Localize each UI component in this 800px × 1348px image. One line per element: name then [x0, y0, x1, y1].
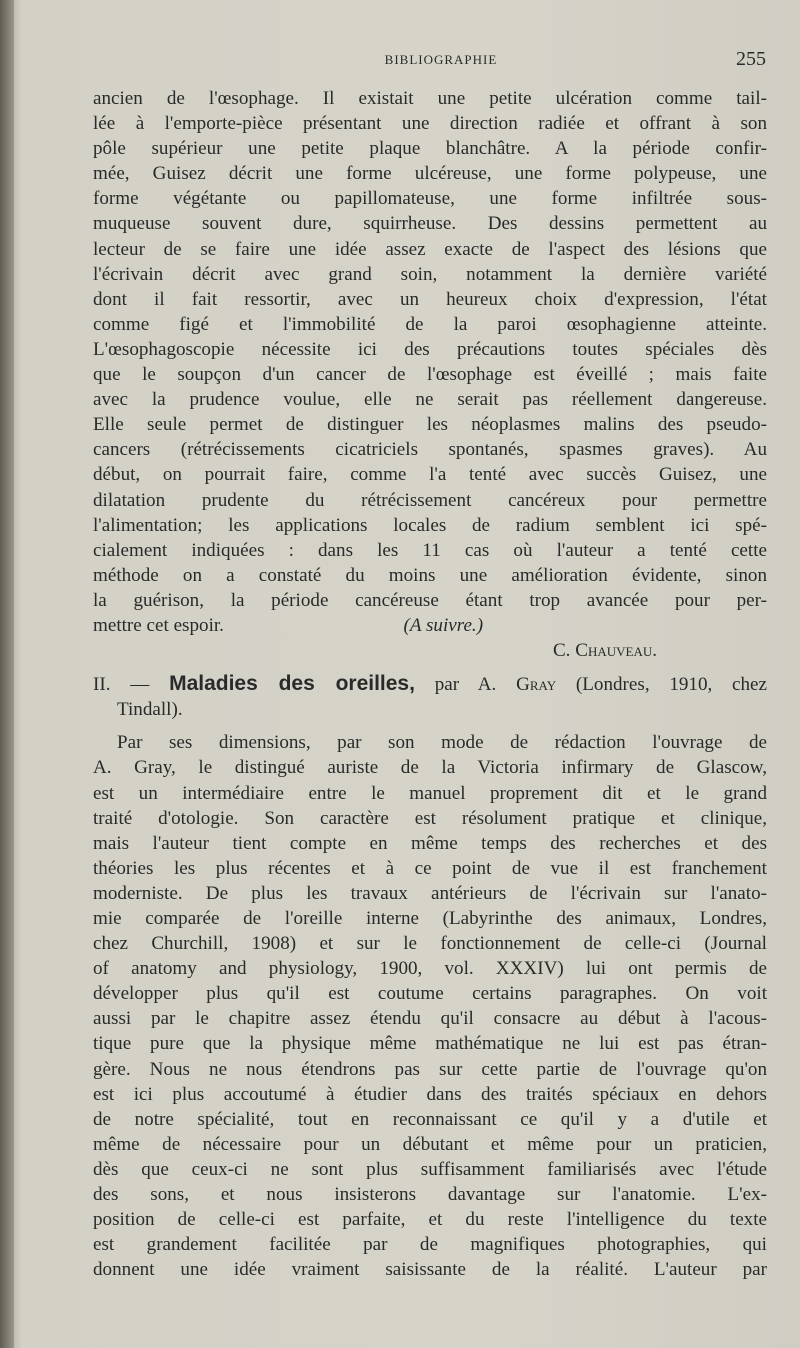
text-line: forme végétante ou papillomateuse, une forme infiltrée sous-	[93, 188, 767, 210]
text-line: donnent une idée vraiment saisissante de la réalité. L'auteur par	[93, 1259, 767, 1281]
text-line: ancien de l'œsophage. Il existait une petite ulcération comme tail-	[93, 88, 767, 109]
text-line: comme figé et l'immobilité de la paroi œsophagienne atteinte.	[93, 313, 767, 335]
last-line-text: mettre cet espoir.	[93, 614, 224, 636]
to-be-continued: (A suivre.)	[403, 614, 484, 636]
review-entry-ii	[93, 671, 767, 1282]
text-line: théories les plus récentes et à ce point de vue il est franchement	[93, 857, 767, 879]
text-line: muqueuse souvent dure, squirrheuse. Des dessins permettent au	[93, 213, 767, 235]
text-line: lecteur de se faire une idée assez exacte de l'aspect des lésions que	[93, 238, 767, 260]
text-line: dilatation prudente du rétrécissement cancéreux pour permettre	[93, 489, 767, 511]
text-line: Elle seule permet de distinguer les néoplasmes malins des pseudo-	[93, 414, 767, 436]
text-line: A. Gray, le distingué auriste de la Victoria infirmary de Glascow,	[93, 757, 767, 779]
book-author: Gray	[516, 674, 557, 696]
text-line: dès que ceux-ci ne sont plus suffisamment familiarisés avec l'étude	[93, 1158, 767, 1180]
text-line: dont il fait ressortir, avec un heureux choix d'expression, l'état	[93, 288, 767, 310]
review-heading	[93, 671, 767, 697]
review-continuation	[93, 86, 767, 663]
text-line: position de celle-ci est parfaite, et du reste l'intelligence du texte	[93, 1209, 767, 1231]
text-line: chez Churchill, 1908) et sur le fonctionnement de celle-ci (Journal	[93, 933, 767, 955]
text-line: L'œsophagoscopie nécessite ici des précautions toutes spéciales dès	[93, 338, 767, 360]
publication-info-cont: Tindall).	[117, 699, 183, 721]
text-line: la guérison, la période cancéreuse étant trop avancée pour per-	[93, 589, 767, 611]
page-header	[116, 48, 766, 74]
text-line: de notre spécialité, tout en reconnaissant ce qu'il y a d'utile et	[93, 1108, 767, 1130]
text-line: est ici plus accoutumé à étudier dans des traités spéciaux en dehors	[93, 1083, 767, 1105]
text-line-last	[93, 613, 767, 638]
text-line: est un intermédiaire entre le manuel proprement dit et le grand	[93, 782, 767, 804]
text-line: que le soupçon d'un cancer de l'œsophage est éveillé ; mais faite	[93, 364, 767, 386]
text-line: Par ses dimensions, par son mode de rédaction l'ouvrage de	[117, 732, 767, 754]
text-line: avec la prudence voulue, elle ne serait pas réellement dangereuse.	[93, 389, 767, 411]
text-line: pôle supérieur une petite plaque blanchâtre. A la période confir-	[93, 138, 767, 160]
book-binding-edge	[0, 0, 14, 1348]
book-title: Maladies des oreilles,	[169, 672, 415, 696]
text-line: développer plus qu'il est coutume certains paragraphes. On voit	[93, 983, 767, 1005]
text-line: mie comparée de l'oreille interne (Labyrinthe des animaux, Londres,	[93, 908, 767, 929]
text-line: est grandement facilitée par de magnifiques photographies, qui	[93, 1234, 767, 1256]
page-number: 255	[736, 48, 766, 70]
by-text: par A.	[434, 674, 497, 696]
text-line: même de nécessaire pour un débutant et même pour un praticien,	[93, 1133, 767, 1155]
text-line: méthode on a constaté du moins une amélioration évidente, sinon	[93, 564, 767, 586]
text-line: of anatomy and physiology, 1900, vol. XXXIV) lui ont permis de	[93, 958, 767, 980]
text-line: l'écrivain décrit avec grand soin, notamment la dernière variété	[93, 263, 767, 285]
text-line: tique pure que la physique même mathématique ne lui est pas étran-	[93, 1033, 767, 1055]
text-line: mais l'auteur tient compte en même temps des recherches et des	[93, 832, 767, 854]
reviewer-signature: C. Chauveau.	[552, 640, 657, 662]
text-line: cialement indiquées : dans les 11 cas où l'auteur a tenté cette	[93, 539, 767, 561]
text-line: aussi par le chapitre assez étendu qu'il consacre au début à l'acous-	[93, 1008, 767, 1030]
publication-info: (Londres, 1910, chez	[575, 674, 768, 696]
text-line: traité d'otologie. Son caractère est résolument pratique et clinique,	[93, 807, 767, 829]
text-line: mée, Guisez décrit une forme ulcéreuse, une forme polypeuse, une	[93, 163, 767, 185]
text-line: cancers (rétrécissements cicatriciels spontanés, spasmes graves). Au	[93, 439, 767, 461]
text-line: lée à l'emporte-pièce présentant une direction radiée et offrant à son	[93, 113, 767, 135]
page-body	[93, 86, 767, 1282]
text-line: l'alimentation; les applications locales de radium semblent ici spé-	[93, 514, 767, 536]
entry-number: II. —	[93, 674, 150, 696]
running-title: BIBLIOGRAPHIE	[384, 52, 498, 67]
text-line: des sons, et nous insisterons davantage sur l'anatomie. L'ex-	[93, 1184, 767, 1206]
text-line: début, on pourrait faire, comme l'a tenté avec succès Guisez, une	[93, 464, 767, 486]
text-line: gère. Nous ne nous étendrons pas sur cette partie de l'ouvrage qu'on	[93, 1058, 767, 1080]
text-line: moderniste. De plus les travaux antérieurs de l'écrivain sur l'anato-	[93, 882, 767, 904]
